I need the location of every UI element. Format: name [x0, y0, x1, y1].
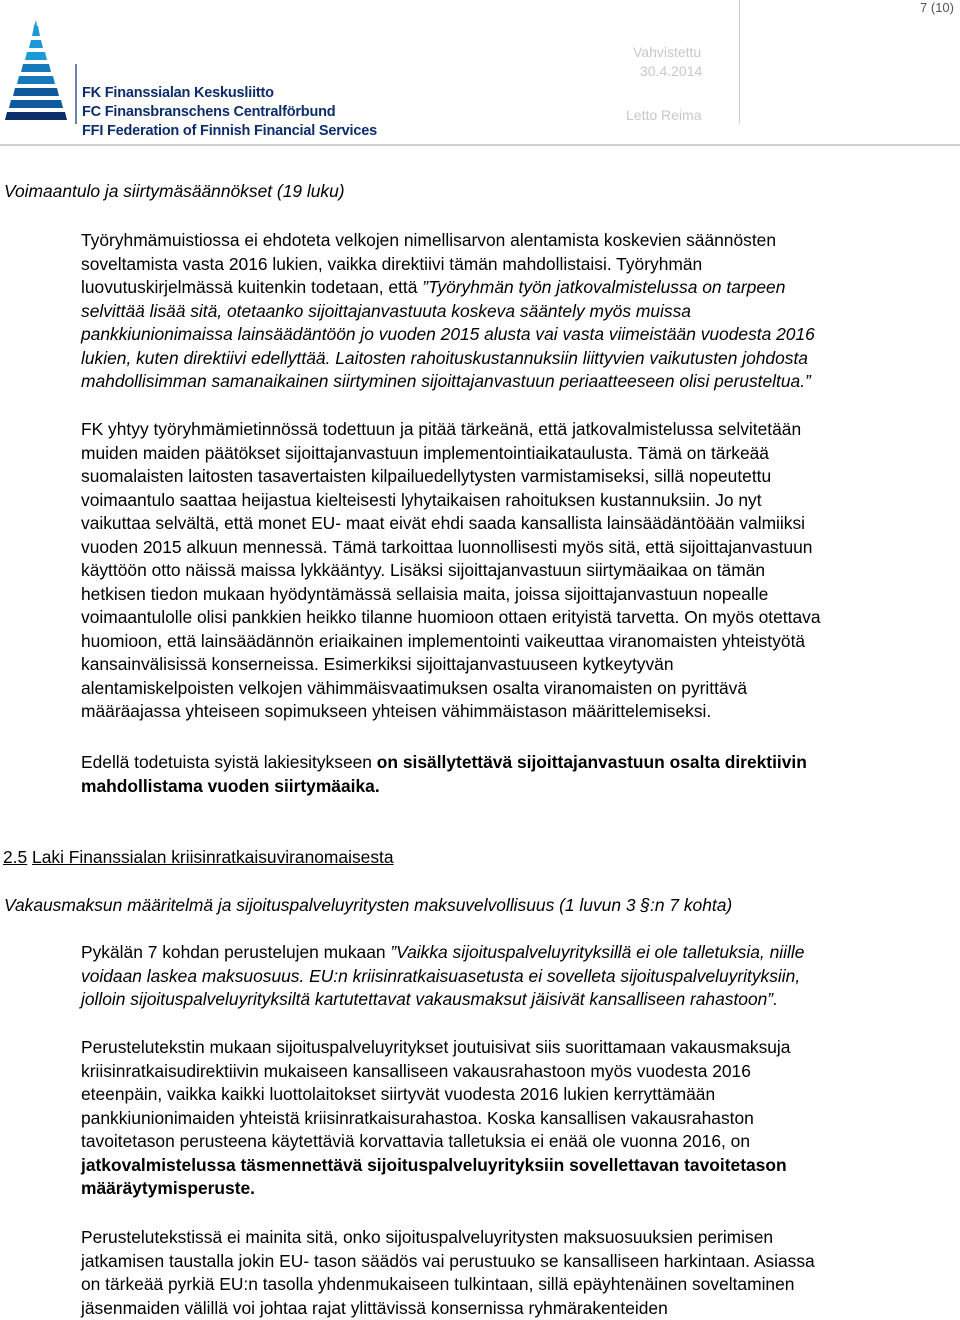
- quote-line: selvittää lisää sitä, otetaanko sijoittajanvastuuta koskeva sääntely myös muissa: [81, 300, 691, 321]
- bold-line: mahdollistama vuoden siirtymäaika.: [81, 775, 380, 796]
- text-span: soveltamista vasta 2016 lukien, vaikka direktiivi tämän mahdollistaisi.: [81, 253, 617, 274]
- text-line: [81, 751, 956, 775]
- quote-line: jolloin sijoituspalveluyrityksiltä kartutettavat vakausmaksut jäisivät kansalliseen rahastoon”.: [81, 989, 778, 1009]
- paragraph-working-group: [81, 229, 956, 394]
- text-line: voimaantulolle olisi pankkien heikko tilanne huomioon ottaen erityistä tarvetta. On myös otettava: [81, 607, 821, 627]
- quote-line: pankkiunionimaissa lainsäädäntöön jo vuoden 2015 alusta vai vasta viimeistään vuodesta 2016: [81, 324, 815, 344]
- text-line: [81, 941, 956, 965]
- text-line: vuoden 2015 alkuun mennessä. Tämä tarkoittaa luonnollisesti myös sitä, että sijoittajanvastuun: [81, 536, 813, 557]
- text-line: [81, 347, 956, 371]
- subsection-heading-vakausmaksu: Vakausmaksun määritelmä ja sijoituspalveluyritysten maksuvelvollisuus (1 luvun 3 §:n 7 kohta): [4, 895, 733, 915]
- text-line: [81, 253, 956, 277]
- bold-line: määräytymisperuste.: [81, 1178, 255, 1198]
- text-span: luovutuskirjelmässä kuitenkin todetaan, että: [81, 277, 423, 297]
- document-author: Letto Reima: [626, 107, 702, 123]
- text-line: jäsenmaiden välillä voi johtaa rajat ylittävissä konsernissa ryhmärakenteiden: [81, 1297, 668, 1318]
- text-span: Työryhmän: [616, 253, 703, 274]
- text-line: huomioon, että lainsäädännön eriaikainen implementointi vaikeuttaa viranomaisten yhteistyötä: [81, 630, 806, 651]
- text-line: tavoitetason perusteena käytettäviä korvattavia talletuksia ei enää ole vuonna 2016, on: [81, 1131, 751, 1151]
- text-line: muiden maiden päätökset sijoittajanvastuun implementointiaikataulusta. Tämä on tärkeää: [81, 442, 769, 463]
- text-line: vaikuttaa selvältä, että monet EU- maat eivät ehdi saada kansallista lainsäädäntöään valmiiksi: [81, 513, 806, 533]
- paragraph-conclusion: [81, 751, 956, 798]
- logo-line-fk: FK Finanssialan Keskusliitto: [82, 85, 274, 101]
- document-date: 30.4.2014: [640, 63, 703, 79]
- ffi-logo: [0, 18, 400, 139]
- logo-line-ffi: FFI Federation of Finnish Financial Services: [82, 123, 377, 139]
- section-heading-transition: Voimaantulo ja siirtymäsäännökset (19 luku): [4, 181, 345, 201]
- paragraph-eu-tulkinta: [81, 1226, 956, 1320]
- text-line: käyttöön otto näissä maissa lykkääntyy. Lisäksi sijoittajanvastuun siirtymäaikaa on tämän: [81, 560, 766, 580]
- text-line: jatkamisen taustalla jokin EU- tason säädös vai perustuuko se kansalliseen harkintaan. Asiassa: [81, 1250, 815, 1271]
- bold-line: jatkovalmistelussa täsmennettävä sijoituspalveluyrityksiin sovellettavan tavoitetason: [81, 1154, 787, 1175]
- text-line: kriisinratkaisudirektiivin mukaiseen kansalliseen vakausrahastoon myös vuodesta 2016: [81, 1060, 751, 1081]
- quote-span: ”Työryhmän työn jatkovalmistelussa on tarpeen: [422, 277, 786, 297]
- text-line: [81, 276, 956, 300]
- text-line: on tärkeää pyrkiä EU:n tasolla yhdenmukaiseen tulkintaan, sillä epäyhtenäinen soveltaminen: [81, 1274, 795, 1294]
- text-line: määräajassa yhteiseen sopimukseen yhteisen vähimmäistason määrittelemiseksi.: [81, 701, 712, 721]
- quote-span: Laitosten rahoituskustannuksiin liittyvien vaikutusten johdosta: [335, 347, 808, 368]
- header-divider: [0, 144, 960, 146]
- section-title-2-5: [3, 846, 394, 870]
- document-status: Vahvistettu: [633, 44, 702, 60]
- quote-line: voidaan laskea maksuosuus. EU:n kriisinratkaisuasetusta ei sovelleta sijoituspalveluyrityksiin,: [81, 965, 801, 986]
- paragraph-perustelut: [81, 941, 956, 1012]
- quote-span: ”Vaikka sijoituspalveluyrityksillä ei ole talletuksia, niille: [390, 942, 805, 962]
- text-line: Perustelutekstissä ei mainita sitä, onko sijoituspalveluyritysten maksuosuuksien perimisen: [81, 1227, 774, 1247]
- text-line: voimaantulo saattaa heijastua kielteisesti lyhytaikaisen rahoituksen kustannuksiin. Jo nyt: [81, 489, 762, 510]
- section-number: 2.5: [3, 847, 28, 867]
- section-title-text: Laki Finanssialan kriisinratkaisuviranomaisesta: [32, 847, 394, 867]
- header-divider-vertical: [739, 0, 740, 124]
- text-line: Perustelutekstin mukaan sijoituspalveluyritykset joutuisivat siis suorittamaan vakausmaksuja: [81, 1037, 791, 1057]
- quote-span: lukien, kuten direktiivi edellyttää.: [81, 347, 336, 368]
- logo-line-fc: FC Finansbranschens Centralförbund: [82, 104, 336, 120]
- bold-span: on sisällytettävä sijoittajanvastuun osalta direktiivin: [376, 752, 807, 772]
- logo-text: [82, 84, 377, 141]
- paragraph-perusteluteksti: [81, 1036, 956, 1201]
- text-line: pankkiunionimaiden yhteistä kriisinratkaisurahastoa. Koska kansallisen vakausrahaston: [81, 1107, 754, 1128]
- text-span: Edellä todetuista syistä lakiesitykseen: [81, 752, 377, 772]
- text-line: FK yhtyy työryhmämietinnössä todettuun ja pitää tärkeänä, että jatkovalmistelussa selvitetään: [81, 419, 802, 439]
- text-line: kansainvälisissä konserneissa. Esimerkiksi sijoittajanvastuuseen kytkeytyvän: [81, 654, 674, 674]
- text-span: Pykälän 7 kohdan perustelujen mukaan: [81, 942, 391, 962]
- text-line: suomalaisten laitosten tasavertaisten kilpailuedellytysten varmistamiseksi, sillä nopeutettu: [81, 466, 772, 486]
- text-line: hetkisen tiedon mukaan hyödyntämässä sellaisia maita, joissa sijoittajanvastuun nopealle: [81, 583, 769, 604]
- text-line: Työryhmämuistiossa ei ehdoteta velkojen nimellisarvon alentamista koskevien säännösten: [81, 230, 777, 250]
- text-line: alentamiskelpoisten velkojen vähimmäisvaatimuksen osalta viranomaisten on pyrittävä: [81, 677, 747, 698]
- text-line: eteenpäin, vaikka kaikki luottolaitokset siirtyvät vuodesta 2016 lukien kerryttämään: [81, 1084, 716, 1104]
- paragraph-fk-view: [81, 418, 956, 724]
- quote-line: mahdollisimman samanaikainen siirtyminen sijoittajanvastuun periaatteeseen olisi perusteltua.”: [81, 371, 811, 391]
- page-number: 7 (10): [920, 0, 954, 15]
